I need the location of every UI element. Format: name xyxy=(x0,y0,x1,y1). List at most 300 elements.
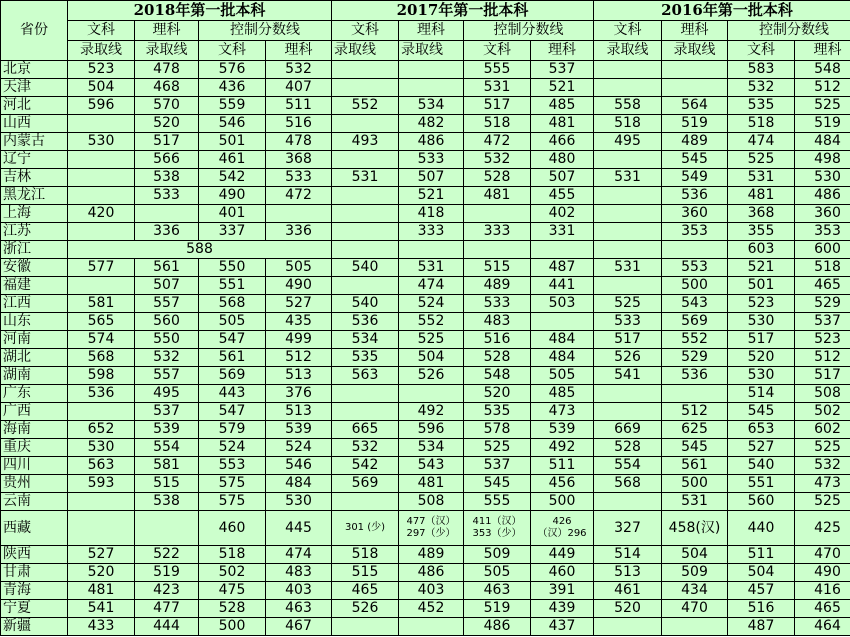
score-cell: 484 xyxy=(266,475,332,493)
score-cell: 522 xyxy=(135,546,199,564)
province-cell: 内蒙古 xyxy=(1,133,68,151)
province-cell: 新疆 xyxy=(1,618,68,636)
score-cell: 535 xyxy=(332,349,399,367)
score-cell: 517 xyxy=(135,133,199,151)
table-row xyxy=(1,169,850,187)
score-cell: 539 xyxy=(531,421,594,439)
score-cell: 545 xyxy=(662,151,728,169)
score-cell-multi xyxy=(531,511,594,546)
score-cell: 301 (少) xyxy=(332,511,399,546)
score-cell: 444 xyxy=(135,618,199,636)
score-cell: 557 xyxy=(135,295,199,313)
score-cell: 625 xyxy=(662,421,728,439)
score-cell: 545 xyxy=(464,475,531,493)
score-cell: 596 xyxy=(399,421,464,439)
score-cell: 559 xyxy=(199,97,266,115)
score-cell: 440 xyxy=(728,511,795,546)
score-cell: 353 xyxy=(795,223,850,241)
score-cell xyxy=(531,241,594,259)
score-cell: 439 xyxy=(531,600,594,618)
score-cell: 504 xyxy=(728,564,795,582)
table-row xyxy=(1,367,850,385)
table-row xyxy=(1,79,850,97)
score-cell: 600 xyxy=(795,241,850,259)
score-cell: 495 xyxy=(594,133,662,151)
score-cell: 528 xyxy=(594,439,662,457)
score-cell: 548 xyxy=(795,61,850,79)
score-cell: 492 xyxy=(531,439,594,457)
score-cell: 540 xyxy=(332,295,399,313)
score-cell xyxy=(399,618,464,636)
luqu-header: 录取线 xyxy=(332,41,399,61)
score-line: 411（汉） xyxy=(472,516,522,527)
score-cell: 333 xyxy=(399,223,464,241)
header-row-years xyxy=(1,1,850,21)
score-cell: 425 xyxy=(795,511,850,546)
province-cell: 海南 xyxy=(1,421,68,439)
score-cell: 470 xyxy=(795,546,850,564)
score-cell: 526 xyxy=(332,600,399,618)
score-cell: 505 xyxy=(266,259,332,277)
score-cell: 474 xyxy=(399,277,464,295)
score-cell xyxy=(662,241,728,259)
score-cell: 360 xyxy=(795,205,850,223)
province-cell: 安徽 xyxy=(1,259,68,277)
score-cell: 519 xyxy=(464,600,531,618)
score-cell: 472 xyxy=(266,187,332,205)
score-cell: 525 xyxy=(795,97,850,115)
score-cell xyxy=(332,493,399,511)
score-cell: 512 xyxy=(795,79,850,97)
score-cell: 528 xyxy=(199,600,266,618)
score-cell: 518 xyxy=(464,115,531,133)
province-cell: 重庆 xyxy=(1,439,68,457)
score-cell: 481 xyxy=(399,475,464,493)
score-cell: 443 xyxy=(199,385,266,403)
score-cell: 552 xyxy=(332,97,399,115)
score-cell: 517 xyxy=(594,331,662,349)
luqu-header: 录取线 xyxy=(135,41,199,61)
score-cell xyxy=(399,241,464,259)
score-cell: 517 xyxy=(795,367,850,385)
score-line: 426 xyxy=(552,516,572,527)
score-cell: 526 xyxy=(399,367,464,385)
table-row xyxy=(1,385,850,403)
score-cell: 538 xyxy=(135,169,199,187)
score-cell: 513 xyxy=(594,564,662,582)
score-cell: 532 xyxy=(266,61,332,79)
score-cell: 551 xyxy=(728,475,795,493)
score-cell: 470 xyxy=(662,600,728,618)
score-cell: 520 xyxy=(68,564,135,582)
score-cell: 523 xyxy=(795,331,850,349)
score-cell: 465 xyxy=(332,582,399,600)
score-cell: 520 xyxy=(135,115,199,133)
province-cell: 湖南 xyxy=(1,367,68,385)
score-cell: 456 xyxy=(531,475,594,493)
score-cell: 569 xyxy=(662,313,728,331)
score-cell: 549 xyxy=(662,169,728,187)
score-cell: 463 xyxy=(266,600,332,618)
score-cell: 474 xyxy=(728,133,795,151)
score-cell: 535 xyxy=(728,97,795,115)
score-cell: 473 xyxy=(795,475,850,493)
table-row xyxy=(1,439,850,457)
like-header: 理科 xyxy=(135,21,199,41)
luqu-header: 录取线 xyxy=(594,41,662,61)
score-cell: 360 xyxy=(662,205,728,223)
score-cell: 481 xyxy=(531,115,594,133)
kz-like-header: 理科 xyxy=(531,41,594,61)
score-cell: 336 xyxy=(135,223,199,241)
province-cell: 辽宁 xyxy=(1,151,68,169)
score-cell: 525 xyxy=(399,331,464,349)
score-cell: 568 xyxy=(68,349,135,367)
score-cell: 484 xyxy=(531,331,594,349)
score-cell: 355 xyxy=(728,223,795,241)
score-cell: 517 xyxy=(464,97,531,115)
province-cell: 青海 xyxy=(1,582,68,600)
score-cell: 560 xyxy=(728,493,795,511)
score-cell: 333 xyxy=(464,223,531,241)
score-cell: 531 xyxy=(594,259,662,277)
score-cell: 466 xyxy=(531,133,594,151)
score-cell xyxy=(594,223,662,241)
score-cell: 475 xyxy=(199,582,266,600)
like-header: 理科 xyxy=(662,21,728,41)
score-cell: 568 xyxy=(199,295,266,313)
merged-score-cell: 588 xyxy=(68,241,332,259)
score-cell: 460 xyxy=(199,511,266,546)
score-cell: 546 xyxy=(199,115,266,133)
score-cell: 528 xyxy=(464,349,531,367)
score-cell: 507 xyxy=(531,169,594,187)
score-cell: 532 xyxy=(728,79,795,97)
score-cell: 474 xyxy=(266,546,332,564)
score-cell: 531 xyxy=(332,169,399,187)
score-cell: 534 xyxy=(332,331,399,349)
score-cell: 502 xyxy=(199,564,266,582)
score-cell: 480 xyxy=(531,151,594,169)
score-cell: 433 xyxy=(68,618,135,636)
score-cell: 437 xyxy=(531,618,594,636)
score-cell: 500 xyxy=(199,618,266,636)
score-cell: 504 xyxy=(399,349,464,367)
score-cell: 523 xyxy=(68,61,135,79)
wenke-header: 文科 xyxy=(68,21,135,41)
score-cell: 539 xyxy=(135,421,199,439)
score-cell: 525 xyxy=(594,295,662,313)
score-cell: 503 xyxy=(531,295,594,313)
score-cell-multi xyxy=(464,511,531,546)
score-cell: 527 xyxy=(68,546,135,564)
score-cell: 511 xyxy=(266,97,332,115)
score-cell: 532 xyxy=(135,349,199,367)
score-cell: 525 xyxy=(795,493,850,511)
score-cell xyxy=(399,79,464,97)
score-cell: 418 xyxy=(399,205,464,223)
score-cell: 531 xyxy=(728,169,795,187)
score-cell: 542 xyxy=(332,457,399,475)
score-cell: 575 xyxy=(199,475,266,493)
kongzhi-header: 控制分数线 xyxy=(728,21,850,41)
score-cell: 507 xyxy=(399,169,464,187)
score-cell: 565 xyxy=(68,313,135,331)
score-cell: 561 xyxy=(199,349,266,367)
score-cell: 535 xyxy=(464,403,531,421)
score-cell xyxy=(68,493,135,511)
score-cell: 527 xyxy=(728,439,795,457)
score-cell xyxy=(68,151,135,169)
score-cell: 481 xyxy=(464,187,531,205)
score-cell: 552 xyxy=(662,331,728,349)
score-cell: 531 xyxy=(464,79,531,97)
score-cell: 577 xyxy=(68,259,135,277)
score-cell xyxy=(332,403,399,421)
score-cell: 545 xyxy=(728,403,795,421)
luqu-header: 录取线 xyxy=(68,41,135,61)
score-cell: 513 xyxy=(266,367,332,385)
score-cell: 376 xyxy=(266,385,332,403)
table-row xyxy=(1,600,850,618)
score-cell: 519 xyxy=(795,115,850,133)
score-cell: 529 xyxy=(662,349,728,367)
score-cell: 524 xyxy=(399,295,464,313)
score-cell: 331 xyxy=(531,223,594,241)
score-cell: 461 xyxy=(594,582,662,600)
score-cell: 516 xyxy=(728,600,795,618)
score-cell xyxy=(594,493,662,511)
score-cell: 483 xyxy=(266,564,332,582)
kongzhi-header: 控制分数线 xyxy=(199,21,332,41)
score-cell: 540 xyxy=(728,457,795,475)
score-cell: 596 xyxy=(68,97,135,115)
province-cell: 山西 xyxy=(1,115,68,133)
score-cell xyxy=(68,277,135,295)
score-cell: 541 xyxy=(594,367,662,385)
score-cell: 545 xyxy=(662,439,728,457)
score-cell: 521 xyxy=(531,79,594,97)
score-cell: 486 xyxy=(399,133,464,151)
score-cell: 502 xyxy=(795,403,850,421)
score-cell xyxy=(332,115,399,133)
score-cell: 536 xyxy=(68,385,135,403)
score-cell xyxy=(332,61,399,79)
score-cell xyxy=(68,187,135,205)
score-cell: 484 xyxy=(795,133,850,151)
table-row xyxy=(1,133,850,151)
score-cell: 518 xyxy=(332,546,399,564)
table-row xyxy=(1,61,850,79)
score-cell: 492 xyxy=(399,403,464,421)
score-cell: 457 xyxy=(728,582,795,600)
province-cell: 北京 xyxy=(1,61,68,79)
score-cell: 533 xyxy=(399,151,464,169)
score-cell: 533 xyxy=(266,169,332,187)
score-cell: 489 xyxy=(464,277,531,295)
score-cell: 566 xyxy=(135,151,199,169)
score-cell: 487 xyxy=(728,618,795,636)
score-cell: 531 xyxy=(662,493,728,511)
score-cell xyxy=(332,223,399,241)
score-cell xyxy=(332,205,399,223)
score-cell: 524 xyxy=(266,439,332,457)
score-cell xyxy=(594,151,662,169)
table-row xyxy=(1,493,850,511)
score-cell: 513 xyxy=(266,403,332,421)
province-cell: 贵州 xyxy=(1,475,68,493)
score-cell: 520 xyxy=(728,349,795,367)
score-cell xyxy=(662,385,728,403)
score-cell: 547 xyxy=(199,403,266,421)
score-cell: 504 xyxy=(662,546,728,564)
table-row xyxy=(1,403,850,421)
score-cell: 546 xyxy=(266,457,332,475)
score-cell: 669 xyxy=(594,421,662,439)
score-cell: 564 xyxy=(662,97,728,115)
province-cell: 西藏 xyxy=(1,511,68,546)
score-cell: 548 xyxy=(464,367,531,385)
table-row xyxy=(1,475,850,493)
score-cell: 537 xyxy=(795,313,850,331)
province-cell: 江苏 xyxy=(1,223,68,241)
kongzhi-header: 控制分数线 xyxy=(464,21,594,41)
wenke-header: 文科 xyxy=(332,21,399,41)
score-cell: 490 xyxy=(199,187,266,205)
score-cell: 558 xyxy=(594,97,662,115)
score-cell: 550 xyxy=(199,259,266,277)
score-cell: 511 xyxy=(728,546,795,564)
score-cell xyxy=(464,205,531,223)
table-row xyxy=(1,457,850,475)
score-cell xyxy=(68,169,135,187)
score-cell xyxy=(594,277,662,295)
score-cell: 441 xyxy=(531,277,594,295)
score-cell: 464 xyxy=(795,618,850,636)
score-cell: 516 xyxy=(266,115,332,133)
score-cell: 402 xyxy=(531,205,594,223)
score-cell: 391 xyxy=(531,582,594,600)
score-cell: 602 xyxy=(795,421,850,439)
table-row xyxy=(1,582,850,600)
score-line: （汉）296 xyxy=(537,528,587,539)
score-cell: 435 xyxy=(266,313,332,331)
score-cell: 508 xyxy=(795,385,850,403)
score-cell: 478 xyxy=(266,133,332,151)
score-cell: 500 xyxy=(531,493,594,511)
kz-wenke-header: 文科 xyxy=(199,41,266,61)
score-cell: 575 xyxy=(199,493,266,511)
score-cell xyxy=(594,618,662,636)
score-cell: 512 xyxy=(795,349,850,367)
score-cell: 401 xyxy=(199,205,266,223)
score-cell: 518 xyxy=(199,546,266,564)
score-cell: 532 xyxy=(795,457,850,475)
score-cell: 501 xyxy=(199,133,266,151)
score-cell: 445 xyxy=(266,511,332,546)
score-cell: 493 xyxy=(332,133,399,151)
score-cell: 593 xyxy=(68,475,135,493)
score-cell: 368 xyxy=(266,151,332,169)
score-cell: 557 xyxy=(135,367,199,385)
province-cell: 甘肃 xyxy=(1,564,68,582)
table-row xyxy=(1,349,850,367)
score-cell: 603 xyxy=(728,241,795,259)
score-cell: 458(汉) xyxy=(662,511,728,546)
score-cell: 574 xyxy=(68,331,135,349)
score-cell: 483 xyxy=(464,313,531,331)
table-row xyxy=(1,546,850,564)
score-cell: 530 xyxy=(68,133,135,151)
score-cell: 554 xyxy=(135,439,199,457)
score-line: 353（少） xyxy=(472,528,522,539)
score-cell: 505 xyxy=(464,564,531,582)
score-cell: 336 xyxy=(266,223,332,241)
score-cell xyxy=(135,511,199,546)
score-cell: 653 xyxy=(728,421,795,439)
score-cell xyxy=(399,385,464,403)
table-row-xizang xyxy=(1,511,850,546)
wenke-header: 文科 xyxy=(594,21,662,41)
score-cell: 520 xyxy=(594,600,662,618)
score-cell: 561 xyxy=(135,259,199,277)
score-cell xyxy=(332,151,399,169)
score-cell: 472 xyxy=(464,133,531,151)
score-cell: 490 xyxy=(795,564,850,582)
score-cell: 525 xyxy=(795,439,850,457)
province-cell: 云南 xyxy=(1,493,68,511)
score-cell: 537 xyxy=(135,403,199,421)
score-cell xyxy=(464,241,531,259)
score-cell: 536 xyxy=(332,313,399,331)
score-cell: 500 xyxy=(662,475,728,493)
score-cell: 521 xyxy=(399,187,464,205)
province-cell: 湖北 xyxy=(1,349,68,367)
province-cell: 河北 xyxy=(1,97,68,115)
score-cell: 490 xyxy=(266,277,332,295)
score-cell xyxy=(594,79,662,97)
score-cell: 486 xyxy=(399,564,464,582)
luqu-header: 录取线 xyxy=(399,41,464,61)
score-cell: 536 xyxy=(662,367,728,385)
province-cell: 广东 xyxy=(1,385,68,403)
score-cell: 449 xyxy=(531,546,594,564)
score-cell: 481 xyxy=(728,187,795,205)
score-cell: 460 xyxy=(531,564,594,582)
score-cell: 327 xyxy=(594,511,662,546)
score-cell: 518 xyxy=(728,115,795,133)
score-cell: 568 xyxy=(594,475,662,493)
table-row xyxy=(1,421,850,439)
score-cell: 534 xyxy=(399,439,464,457)
score-cell xyxy=(594,61,662,79)
province-cell: 四川 xyxy=(1,457,68,475)
score-cell: 519 xyxy=(135,564,199,582)
table-row xyxy=(1,564,850,582)
score-cell xyxy=(531,313,594,331)
table-row xyxy=(1,277,850,295)
score-cell: 463 xyxy=(464,582,531,600)
score-cell: 553 xyxy=(199,457,266,475)
province-cell: 浙江 xyxy=(1,241,68,259)
table-row xyxy=(1,115,850,133)
score-cell: 560 xyxy=(135,313,199,331)
score-cell: 455 xyxy=(531,187,594,205)
table-row xyxy=(1,97,850,115)
year-2017-header: 2017年第一批本科 xyxy=(332,1,594,21)
score-cell: 569 xyxy=(332,475,399,493)
score-cell: 423 xyxy=(135,582,199,600)
